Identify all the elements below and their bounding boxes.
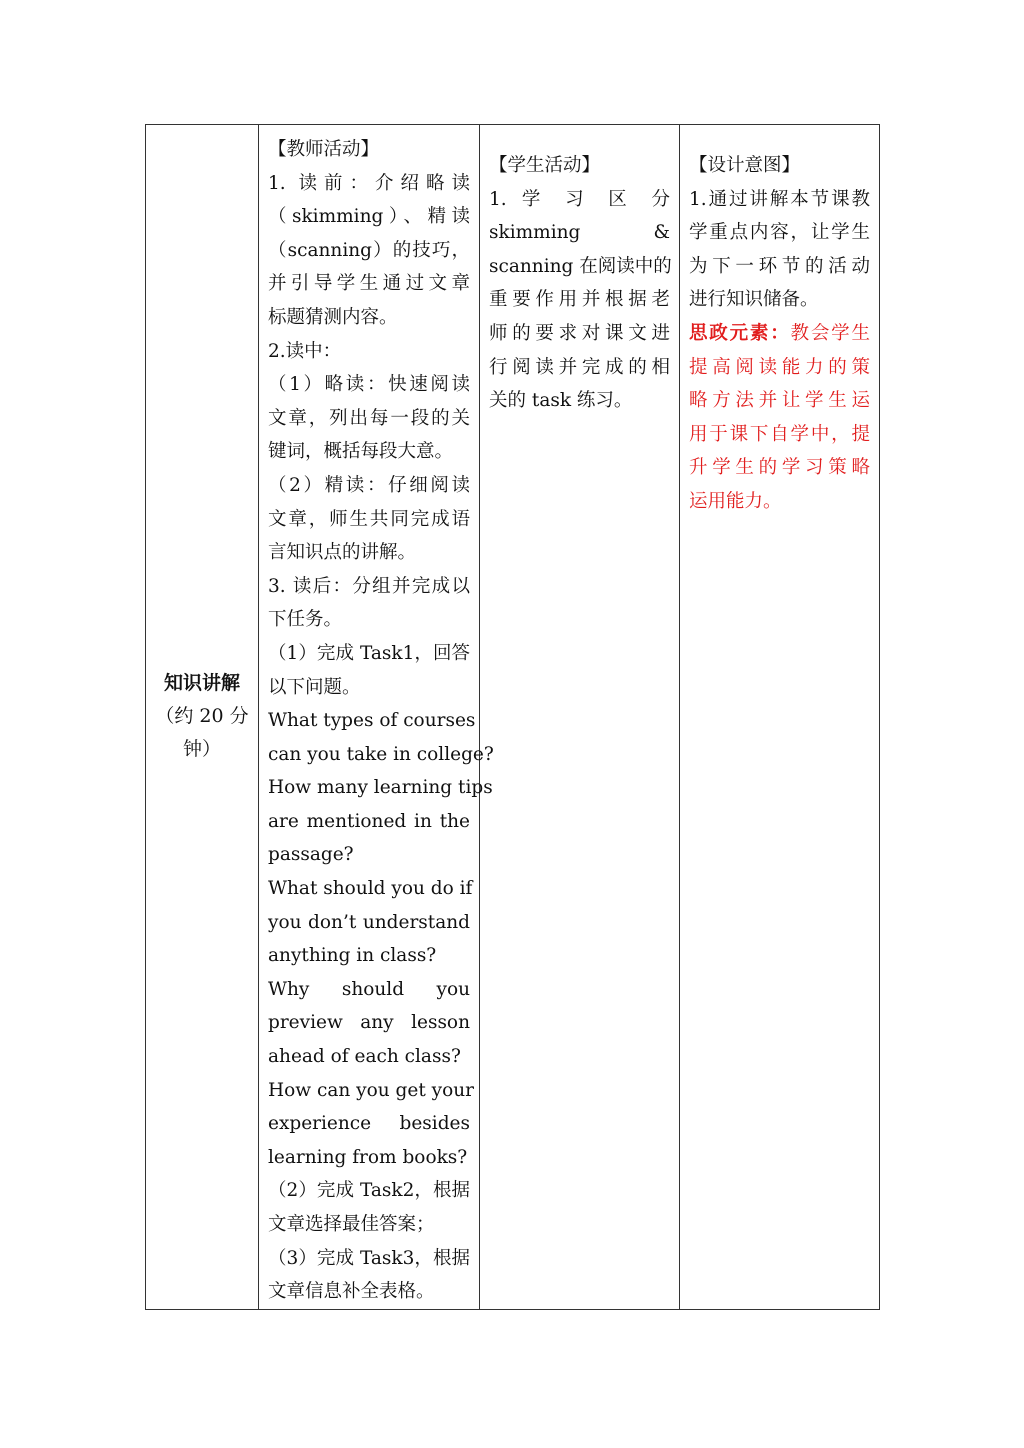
teacher-line: 3. 读后：分组并完成以	[268, 575, 470, 597]
teacher-line: passage?	[268, 844, 354, 866]
design-heading: 【设计意图】	[689, 155, 801, 176]
lesson-plan-table	[145, 124, 880, 1310]
student-line: 关的 task 练习。	[489, 390, 633, 412]
stage-cell	[146, 125, 259, 1310]
ideology-line: 略方法并让学生运	[689, 390, 870, 412]
teacher-activity-cell	[259, 125, 494, 1310]
design-line: 进行知识储备。	[689, 289, 819, 311]
student-activity-cell	[480, 125, 680, 1310]
teacher-line: are mentioned in the	[268, 810, 470, 832]
teacher-line: 文章，列出每一段的关	[268, 407, 470, 429]
teacher-line: （2）精读：仔细阅读	[268, 474, 470, 496]
teacher-line: What should you do if	[268, 878, 473, 900]
stage-title: 知识讲解	[163, 672, 240, 695]
teacher-line: （1）完成 Task1，回答	[268, 642, 470, 664]
student-line: skimming &	[489, 222, 670, 244]
teacher-line: （skimming）、精读	[268, 206, 470, 228]
teacher-line: 文章选择最佳答案；	[268, 1214, 435, 1235]
teacher-line: （scanning）的技巧，	[268, 239, 470, 261]
teacher-line: learning from books?	[268, 1146, 468, 1168]
teacher-line: How can you get your	[268, 1079, 475, 1101]
teacher-line: you don’t understand	[268, 911, 470, 933]
teacher-line: experience besides	[268, 1113, 470, 1135]
ideology-line: 运用能力。	[689, 490, 782, 512]
student-line: scanning 在阅读中的	[489, 255, 672, 277]
design-intent-cell	[680, 125, 880, 1310]
ideology-text: 教会学生	[790, 322, 870, 344]
student-line: 行阅读并完成的相	[489, 356, 670, 378]
stage-duration-line: 钟）	[182, 738, 221, 761]
teacher-line: （1）略读：快速阅读	[268, 374, 470, 396]
ideology-line	[689, 317, 870, 351]
teacher-line: 标题猜测内容。	[268, 306, 398, 328]
teacher-line: ahead of each class?	[268, 1046, 461, 1068]
student-line: 师的要求对课文进	[489, 322, 670, 344]
table-row	[146, 125, 880, 1310]
design-line: 为下一环节的活动	[689, 255, 870, 277]
teacher-line: 2.读中：	[268, 340, 342, 362]
teacher-line: preview any lesson	[268, 1012, 470, 1034]
ideology-line: 提高阅读能力的策	[689, 356, 870, 378]
teacher-line: can you take in college?	[268, 743, 494, 765]
teacher-line: Why should you	[268, 978, 470, 1000]
ideology-line: 升学生的学习策略	[689, 457, 870, 479]
teacher-line: 1. 读前：介绍略读	[268, 172, 470, 194]
teacher-line: What types of courses	[268, 710, 476, 732]
teacher-line: 下任务。	[268, 609, 343, 631]
teacher-line: anything in class?	[268, 945, 437, 967]
teacher-line: 文章信息补全表格。	[268, 1281, 435, 1303]
student-line: 1. 学 习 区 分	[489, 188, 670, 210]
ideology-line: 用于课下自学中，提	[689, 423, 870, 445]
teacher-line: 文章，师生共同完成语	[268, 508, 470, 530]
ideology-label: 思政元素：	[689, 322, 791, 344]
teacher-line: （2）完成 Task2，根据	[268, 1180, 470, 1202]
student-heading: 【学生活动】	[489, 155, 601, 176]
teacher-line: 言知识点的讲解。	[268, 542, 417, 564]
teacher-line: How many learning tips	[268, 777, 493, 799]
teacher-line: 以下问题。	[268, 676, 361, 698]
student-line: 重要作用并根据老	[489, 289, 670, 311]
teacher-line: 键词，概括每段大意。	[268, 441, 454, 463]
design-line: 1.通过讲解本节课教	[689, 188, 870, 210]
teacher-line: 并引导学生通过文章	[268, 273, 470, 295]
teacher-heading: 【教师活动】	[268, 139, 380, 160]
stage-duration-line: （约 20 分	[155, 705, 249, 728]
teacher-line: （3）完成 Task3，根据	[268, 1247, 470, 1269]
design-line: 学重点内容，让学生	[689, 222, 870, 244]
